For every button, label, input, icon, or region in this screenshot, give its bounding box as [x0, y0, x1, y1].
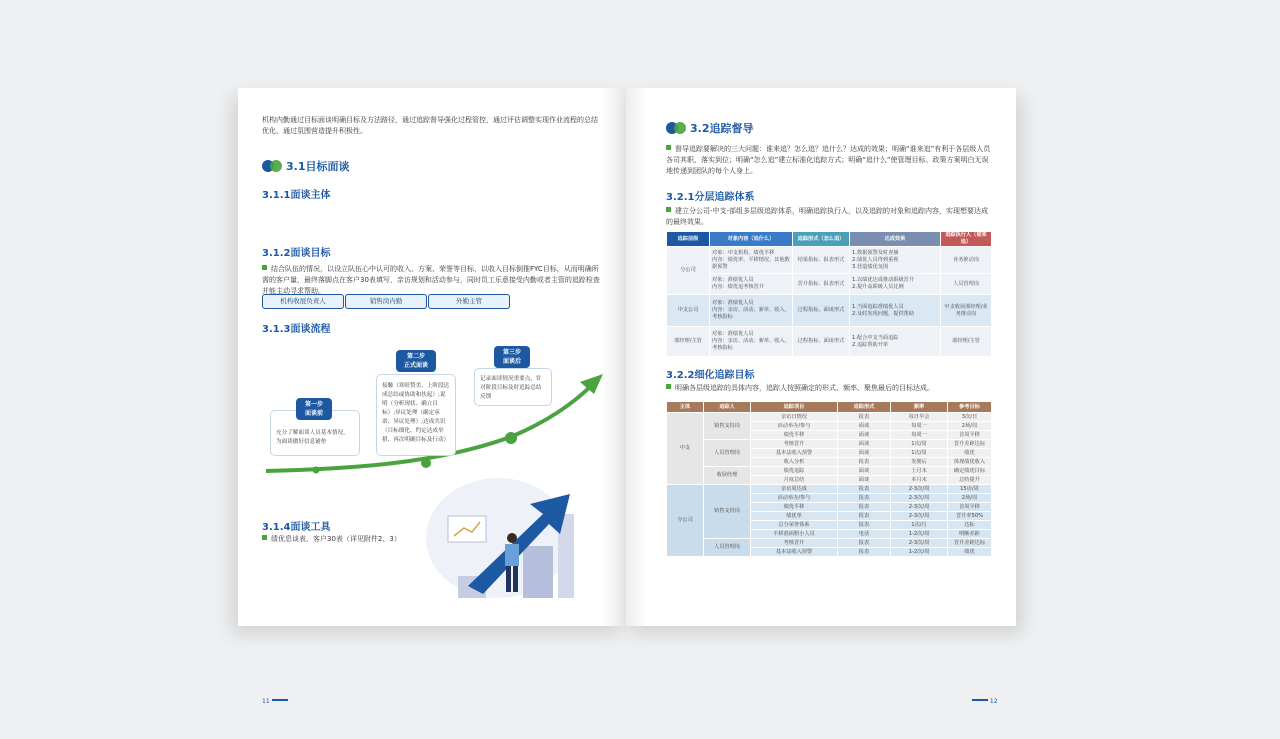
table-cell: 晋升指标、报表形式: [793, 274, 850, 295]
table-header-cell: 频率: [891, 402, 948, 413]
table-row: [667, 485, 992, 494]
table-cell: 1.以绩优达成推动职级晋升 2.提升高职级人员比例: [850, 274, 941, 295]
section-3-1-1-title: 3.1.1面谈主体: [262, 190, 331, 201]
section-3-1-title: 3.1目标面谈: [286, 160, 350, 173]
table-cell: 达标: [948, 521, 992, 530]
table-cell: 报表: [838, 494, 891, 503]
section-dots-icon: [666, 122, 688, 134]
table-cell: 报表: [838, 458, 891, 467]
section-3-2-1-title: 3.2.1分层追踪体系: [666, 192, 755, 203]
table-cell: 1-2次/周: [891, 530, 948, 539]
table-cell: 亲访周达成: [751, 485, 838, 494]
table-row: [667, 274, 992, 295]
role-pill: 销售岗内勤: [345, 294, 427, 309]
table-cell: 基本法收入预警: [751, 548, 838, 557]
step-1-card: 充分了解面谈人员基本情况，为面谈做好信息铺垫: [270, 410, 360, 456]
step-2-label: 第二步 正式面谈: [396, 350, 436, 372]
table-cell: 绩优平移: [751, 431, 838, 440]
table-cell: 中支收展部经理/业务推动岗: [941, 295, 992, 327]
table-cell: 3次/日: [948, 413, 992, 422]
table-cell: 报表: [838, 485, 891, 494]
table-cell: 人员管理岗: [941, 274, 992, 295]
table-cell: 对象：准绩优人员 内容：亲访、活动、新单、收入、考核指标: [710, 295, 793, 327]
table-cell: 2-3次/周: [891, 494, 948, 503]
table-cell: 平移准面赔小人员: [751, 530, 838, 539]
tracker-cell: 人员管理岗: [704, 440, 751, 467]
table-cell: 首周平移: [948, 431, 992, 440]
table-cell: 中支公司: [667, 295, 710, 327]
right-page-number: 12: [972, 698, 998, 705]
table-cell: 月度总结: [751, 476, 838, 485]
table-cell: 业务推动岗: [941, 247, 992, 274]
goal-text: 结合队伍的情况，以设立队伍心中认可的收入、方案、荣誉等目标，以收入目标倒推FYC目标，从而明确所需的客户量，最终落脚点在客户30表填写，亲访规划和活动参与，同时员工乐意接受内勤或者主管的追踪检查并能主动寻求帮助。: [262, 265, 600, 295]
section-3-1-3-title: 3.1.3面谈流程: [262, 324, 331, 335]
table-row: [667, 295, 992, 327]
bullet-icon: [666, 207, 671, 212]
curve-dot: [313, 467, 320, 474]
table-cell: 1次/月: [891, 521, 948, 530]
table-row: [667, 539, 992, 548]
section-3-1-4-title: 3.1.4面谈工具: [262, 522, 331, 533]
table-cell: 报表: [838, 512, 891, 521]
step-2-card: 接触（寒暄赞美、上阶段达成总结或协助和扶起）;说明（分析现状、确立目标）;异议处理（确定承诺、异议处理）;达成共识（目标细化、约定达成举措、再次明确目标及行动）: [376, 374, 456, 456]
left-page-number: 11: [262, 698, 288, 705]
table-cell: 报表: [838, 521, 891, 530]
table-cell: 晋升差距达标: [948, 539, 992, 548]
table-cell: 基本法收入预警: [751, 449, 838, 458]
table-cell: 对象：准绩优人员 内容：绩优追考核晋升: [710, 274, 793, 295]
role-pill: 外勤主管: [428, 294, 510, 309]
table-cell: 1次/周: [891, 440, 948, 449]
table-cell: 总结提升: [948, 476, 992, 485]
table-row: [667, 467, 992, 476]
table-cell: 收入分析: [751, 458, 838, 467]
right-page: [626, 88, 1016, 705]
table-cell: 绩优: [948, 449, 992, 458]
table-header-row: [667, 232, 992, 247]
table-cell: 上月末: [891, 467, 948, 476]
table-row: [667, 440, 992, 449]
table-header-row: [667, 402, 992, 413]
table-cell: 每日早会: [891, 413, 948, 422]
table-cell: 晋升差距达标: [948, 440, 992, 449]
table-cell: 报表: [838, 548, 891, 557]
table-header-cell: 追踪执行人（谁来追）: [941, 232, 992, 247]
tracker-cell: 收展经理: [704, 467, 751, 485]
curve-dot: [505, 432, 517, 444]
table-row: [667, 327, 992, 357]
table-cell: 绩优平移: [751, 503, 838, 512]
table-cell: 1.数据预警及时查摘 2.绩优人员得到重视 3.营造绩优氛围: [850, 247, 941, 274]
table-header-cell: 追踪形式: [838, 402, 891, 413]
table-cell: 2-3次/周: [891, 485, 948, 494]
table-cell: 每周一: [891, 431, 948, 440]
step-3-label: 第三步 面谈后: [494, 346, 530, 368]
tracker-cell: 人员管理岗: [704, 539, 751, 557]
table-cell: 明晰差距: [948, 530, 992, 539]
table1-intro: [666, 206, 992, 228]
table-cell: 活动举办/参与: [751, 494, 838, 503]
table-header-cell: 达成效果: [850, 232, 941, 247]
table1-intro-text: 建立分公司-中支-部组多层级追踪体系，明确追踪执行人，以及追踪的对象和追踪内容，实现想要达成的最终效果。: [666, 207, 989, 226]
table-cell: 过程指标、面谈形式: [793, 295, 850, 327]
table-cell: 过程指标、面谈形式: [793, 327, 850, 357]
detail-tracking-table: [666, 401, 992, 557]
table-cell: 绩优追踪: [751, 467, 838, 476]
table-header-cell: 追踪层级: [667, 232, 710, 247]
table-header-cell: 追踪人: [704, 402, 751, 413]
table-cell: 活动举办/参与: [751, 422, 838, 431]
detail-table-body: [667, 413, 992, 557]
table-header-cell: 对象内容（追什么）: [710, 232, 793, 247]
table-cell: 总分荣誉体系: [751, 521, 838, 530]
tracker-cell: 销售支持岗: [704, 485, 751, 539]
table-cell: 考核晋升: [751, 440, 838, 449]
table-cell: 每周一: [891, 422, 948, 431]
right-intro: [666, 144, 992, 177]
bullet-icon: [262, 535, 267, 540]
tools-text: 绩优息谈表、客户30表（详见附件2、3）: [271, 535, 401, 543]
step-1-label: 第一步 面谈前: [296, 398, 332, 420]
table-cell: 部经理/主管: [667, 327, 710, 357]
table-cell: 2场/周: [948, 494, 992, 503]
table-row: [667, 247, 992, 274]
table-cell: 面谈: [838, 440, 891, 449]
table-cell: 发佣后: [891, 458, 948, 467]
table-cell: 体现绩优收入: [948, 458, 992, 467]
table-cell: 电话: [838, 530, 891, 539]
layer-tracking-table: [666, 231, 992, 357]
table-header-cell: 主体: [667, 402, 704, 413]
bullet-icon: [262, 265, 267, 270]
table-cell: 考核晋升: [751, 539, 838, 548]
right-intro-text: 督导追踪要解决的三大问题：谁来追？怎么追？追什么？达成的效果；明确“谁来追”有利于各层级人员各司其职，落实到位；明确“怎么追”建立标准化追踪方式；明确“追什么”使管理目标、政策方案明白无误地传递到团队的每个人身上。: [666, 145, 991, 175]
table-cell: 面谈: [838, 467, 891, 476]
bullet-icon: [666, 145, 671, 150]
bullet-icon: [666, 384, 671, 389]
subject-cell: 中支: [667, 413, 704, 485]
table-cell: 1.配合中支当面追踪 2.追踪帮助开单: [850, 327, 941, 357]
table-cell: 晋升率50%: [948, 512, 992, 521]
table-cell: 绩优率: [751, 512, 838, 521]
table-cell: 2-3次/周: [891, 539, 948, 548]
table-cell: 面谈: [838, 431, 891, 440]
left-intro: 机构内勤通过目标面谈明确目标及方法路径，通过追踪督导强化过程管控，通过评估调整实现作业流程的总结优化，通过氛围营造提升积极性。: [262, 116, 598, 135]
table-cell: 2-3次/周: [891, 512, 948, 521]
tracker-cell: 销售支持岗: [704, 413, 751, 440]
section-3-2-2-title: 3.2.2细化追踪目标: [666, 370, 755, 381]
table-header-cell: 参考目标: [948, 402, 992, 413]
table-cell: 对象：中支机构、绩优平移 内容：绩优率、平移情况、其他数据预警: [710, 247, 793, 274]
table-cell: 部经理/主管: [941, 327, 992, 357]
step-3-card: 记录面谈情况重要点，针对阶段目标及时追踪总结反馈: [474, 368, 552, 406]
section-3-1-2-title: 3.1.2面谈目标: [262, 248, 331, 259]
table-cell: 面谈: [838, 422, 891, 431]
table-cell: 报表: [838, 503, 891, 512]
section-dots-icon: [262, 160, 284, 172]
table-cell: 1次/周: [891, 449, 948, 458]
table-cell: 对象：准绩优人员 内容：亲访、活动、新单、收入、考核指标: [710, 327, 793, 357]
table-cell: 首周平移: [948, 503, 992, 512]
subject-cell: 分公司: [667, 485, 704, 557]
table-header-cell: 追踪形式（怎么追）: [793, 232, 850, 247]
table-cell: 2-3次/周: [891, 503, 948, 512]
table-cell: 面谈: [838, 449, 891, 458]
table-cell: 结果指标、报表形式: [793, 247, 850, 274]
table-cell: 亲访日情况: [751, 413, 838, 422]
left-page: [238, 88, 626, 705]
table-cell: 分公司: [667, 247, 710, 295]
table-cell: 报表: [838, 413, 891, 422]
table-cell: 绩优: [948, 548, 992, 557]
table-cell: 本月末: [891, 476, 948, 485]
table-cell: 面谈: [838, 476, 891, 485]
table-cell: 15访/周: [948, 485, 992, 494]
role-pill: 机构收展负责人: [262, 294, 344, 309]
table2-intro-text: 明确各层级追踪的具体内容，追踪人按照确定的形式、频率、聚焦最后的目标达成。: [675, 384, 934, 392]
growth-illustration: [418, 476, 588, 606]
table-cell: 1-2次/周: [891, 548, 948, 557]
goal-paragraph: [262, 264, 602, 297]
curve-dot: [421, 458, 431, 468]
table-cell: 2场/周: [948, 422, 992, 431]
table-cell: 确定绩优目标: [948, 467, 992, 476]
table-row: [667, 413, 992, 422]
table-cell: 1.当面追踪准绩优人员 2.及时发现问题，提供帮助: [850, 295, 941, 327]
table-header-cell: 追踪项目: [751, 402, 838, 413]
table-cell: 报表: [838, 539, 891, 548]
table2-intro: [666, 383, 992, 394]
section-3-2-title: 3.2追踪督导: [690, 122, 754, 135]
